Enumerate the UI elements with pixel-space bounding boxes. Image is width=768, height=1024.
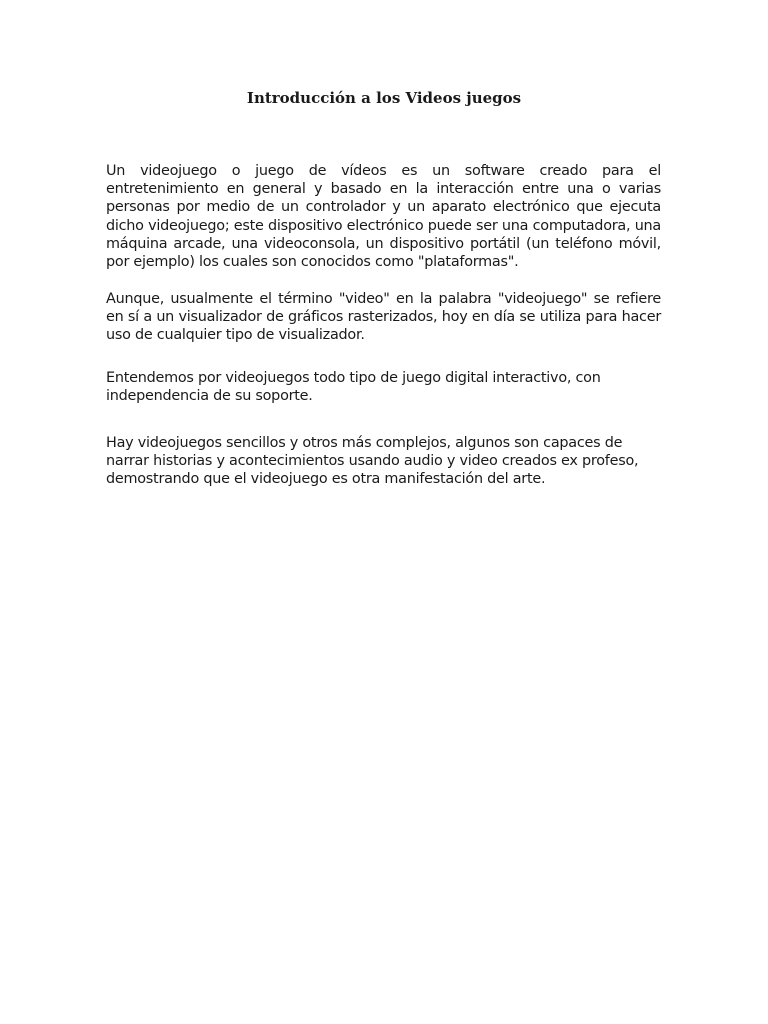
document-title: Introducción a los Videos juegos [246,89,522,107]
paragraph-definition: Un videojuego o juego de vídeos es un software creado para el entretenimiento en general y basado en la interacción entre una o varias personas por medio de un controlador y un aparato electrónico que ejecuta dicho videojuego; este dispositivo electrónico puede ser una computadora, una máquina arcade, una videoconsola, un dispositivo portátil (un teléfono móvil, por ejemplo) los cuales son conocidos como "plataformas". [106,163,661,271]
paragraph-digital-games: Entendemos por videojuegos todo tipo de juego digital interactivo, con independencia de su soporte. [106,370,601,405]
paragraph-video-term: Aunque, usualmente el término "video" en la palabra "videojuego" se refiere en sí a un visualizador de gráficos rasterizados, hoy en día se utiliza para hacer uso de cualquier tipo de visualizador. [106,291,661,344]
paragraph-complexity: Hay videojuegos sencillos y otros más complejos, algunos son capaces de narrar historias y acontecimientos usando audio y video creados ex profeso, demostrando que el videojuego es otra manifestación del arte. [106,435,639,488]
